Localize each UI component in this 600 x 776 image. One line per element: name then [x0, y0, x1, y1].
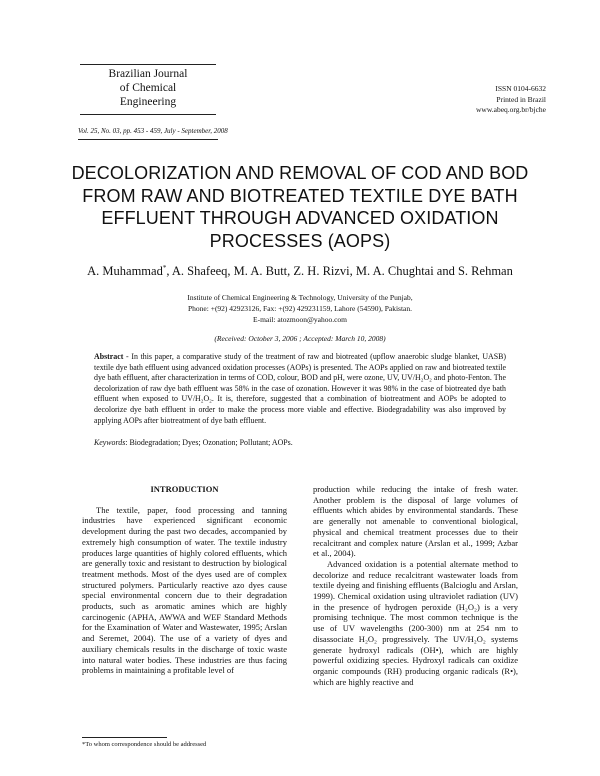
corresponding-mark: *	[162, 264, 167, 272]
affiliation-email[interactable]: E-mail: atozmoon@yahoo.com	[253, 315, 347, 324]
journal-line: Engineering	[119, 96, 177, 108]
journal-line: Brazilian Journal	[108, 68, 188, 80]
keywords-label: Keywords	[94, 438, 126, 447]
first-author: A. Muhammad	[87, 264, 163, 279]
abstract	[94, 352, 506, 426]
journal-top-rule	[80, 64, 216, 65]
footnote-rule	[82, 737, 167, 738]
keywords	[94, 438, 506, 447]
other-authors: , A. Shafeeq, M. A. Butt, Z. H. Rizvi, M. A. Chughtai and S. Rehman	[166, 264, 513, 279]
affiliation-line: Institute of Chemical Engineering & Technology, University of the Punjab,	[187, 293, 413, 302]
paragraph: The textile, paper, food processing and tanning industries have experienced significant economic development during the past two decades, accompanied by extremely high consumption of water. The textile industry produces large quantities of highly colored effluents, which are generally toxic and resistant to destruction by biological treatment methods. Most of the dyes used are of complex structured polymers. Particularly reactive azo dyes cause special environmental concern due to their degradation products, such as aromatic amines which are highly carcinogenic (APHA, AWWA and WEF Standard Methods for the Examination of Water and Wastewater, 1995; Arslan and Seremet, 2004). The use of a variety of dyes and auxiliary chemicals results in the discharge of toxic waste into natural water bodies. These industries are thus facing problems in maintaining a profitable level of	[82, 504, 287, 676]
abstract-text: - In this paper, a comparative study of the treatment of raw and biotreated (upflow anaerobic sludge blanket, UASB) textile dye bath effluent using advanced oxidation processes (AOPs) is presented. The AOPs applied on raw and biotreated textile dye bath effluent, after characterization in terms of COD, colour, BOD and pH, were ozone, UV, UV/H₂O₂ and photo-Fenton. The decolorization of raw dye bath effluent was 58% in the case of ozonation. However it was 98% in the case of biotreated dye bath effluent when exposed to UV/H₂O₂. It is, therefore, suggested that a combination of biotreatment and AOPs be adopted to decolorize dye bath effluent in order to make the process more viable and effective. Biodegradability was also improved by applying AOPs after biotreatment of dye bath effluent.	[94, 352, 506, 425]
footnote: *To whom correspondence should be addressed	[82, 741, 207, 748]
issn: ISSN 0104-6632	[495, 84, 546, 93]
volume-rule	[78, 139, 218, 140]
paper-title: DECOLORIZATION AND REMOVAL OF COD AND BOD FROM RAW AND BIOTREATED TEXTILE DYE BATH EFFLUENT THROUGH ADVANCED OXIDATION PROCESSES (AOPS)	[71, 163, 529, 251]
body-column-right	[313, 484, 518, 687]
body-column-left	[82, 484, 287, 676]
received-dates: (Received: October 3, 2006 ; Accepted: March 10, 2008)	[214, 334, 386, 343]
abstract-label: Abstract	[94, 352, 124, 361]
paragraph: production while reducing the intake of fresh water. Another problem is the disposal of large volumes of effluents which abides by environmental standards. These are generally not amenable to conventional biological, physical and chemical treatment processes due to their recalcitrant and complex nature (Arslan et al., 1999; Azbar et al., 2004).	[313, 484, 518, 559]
authors	[60, 264, 540, 279]
journal-bottom-rule	[80, 114, 216, 115]
paragraph: Advanced oxidation is a potential alternate method to decolorize and reduce recalcitrant wastewater loads from textile dyeing and finishing effluents (Balcioglu and Arslan, 1999). Chemical oxidation using ultraviolet radiation (UV) in the presence of hydrogen peroxide (H₂O₂) is a very promising technique. The most common technique is the use of UV wavelengths (200-300) nm at 254 nm to disassociate H₂O₂ progressively. The UV/H₂O₂ systems generate hydroxyl radicals (OH•), which are highly powerful oxidizing species. Hydroxyl radicals can oxidize organic compounds (RH) producing organic radicals (R•), which are highly reactive and	[313, 558, 518, 687]
affiliation	[100, 292, 500, 325]
journal-url[interactable]: www.abeq.org.br/bjche	[476, 105, 546, 114]
journal-line: of Chemical	[119, 82, 177, 94]
keywords-text: : Biodegradation; Dyes; Ozonation; Pollutant; AOPs.	[125, 438, 293, 447]
issn-block	[476, 84, 546, 116]
volume-info: Vol. 25, No. 03, pp. 453 - 459, July - September, 2008	[78, 127, 228, 135]
section-heading: INTRODUCTION	[150, 484, 219, 494]
affiliation-line: Phone: +(92) 42923126, Fax: +(92) 429231159, Lahore (54590), Pakistan.	[188, 304, 412, 313]
printed-in: Printed in Brazil	[496, 94, 546, 104]
journal-name	[88, 67, 208, 109]
